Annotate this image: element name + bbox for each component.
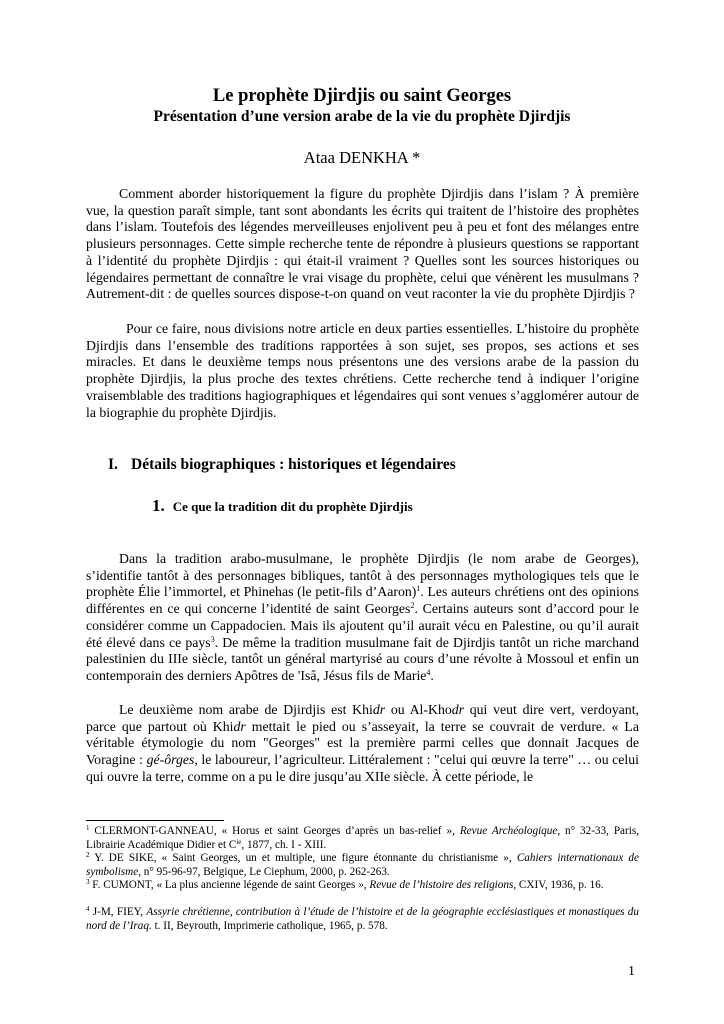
body-paragraph-1 bbox=[86, 551, 639, 685]
footnote-3 bbox=[86, 879, 639, 893]
footnote-ref-4[interactable]: 4 bbox=[426, 667, 431, 677]
footnote-marker: 4 bbox=[86, 905, 90, 913]
footnote-ref-1[interactable]: 1 bbox=[416, 584, 421, 594]
author-name: Ataa DENKHA * bbox=[303, 148, 421, 167]
subsection-title: Ce que la tradition dit du prophète Djirdjis bbox=[172, 499, 413, 514]
text-run: n° 95-96-97, Belgique, Le Ciephum, 2000, p. 262-263. bbox=[141, 865, 390, 878]
footnote-2 bbox=[86, 852, 639, 879]
section-title: Détails biographiques : historiques et légendaires bbox=[131, 456, 456, 473]
footnote-ref-3[interactable]: 3 bbox=[210, 634, 215, 644]
article-title: Le prophète Djirdjis ou saint Georges bbox=[212, 86, 512, 106]
superscript: ie bbox=[236, 837, 242, 846]
intro-paragraph-1: Comment aborder historiquement la figure du prophète Djirdjis dans l’islam ? À première vue, la question paraît simple, tant sont abondants les écrits qui traitent de l’histoire des prophètes dans l’islam. Toutefois des légendes merveilleuses enjolivent peu à peu et font des mélanges entre plusieurs personnages. Cette simple recherche tente de répondre à plusieurs questions se rapportant à l’identité du prophète Djirdjis : qui était-il vraiment ? Quelles sont les sources historiques ou légendaires permettant de connaître le vrai visage du prophète, celui que vénèrent les musulmans ? Autrement-dit : de quelles sources dispose-t-on quand on veut raconter la vie du prophète Djirdjis ? bbox=[86, 186, 639, 302]
intro-paragraph-2: Pour ce faire, nous divisions notre article en deux parties essentielles. L’histoire du prophète Djirdjis dans l’ensemble des traditions rapportées à son sujet, ses propos, ses actions et ses miracles. Et dans le deuxième temps nous présentons une des versions arabe de la passion du prophète Djirdjis, la plus proche des textes chrétiens. Cette recherche tend à indiquer l’origine vraisemblable des traditions hagiographiques et légendaires qui sont venues s’agglomérer autour de la biographie du prophète Djirdjis. bbox=[86, 321, 639, 420]
section-number: I. bbox=[108, 456, 118, 473]
text-run-italic: dr bbox=[451, 702, 465, 717]
text-run: Le deuxième nom arabe de Djirdjis est Khi bbox=[119, 702, 373, 717]
section-heading bbox=[108, 456, 456, 474]
footnote-1 bbox=[86, 825, 639, 852]
text-run: , 1877, ch. I - XIII. bbox=[241, 838, 327, 851]
text-run: J-M, FIEY, bbox=[89, 906, 147, 918]
text-run-italic: Cahiers internationaux de symbolisme, bbox=[86, 852, 639, 878]
text-run: , CXIV, 1936, p. 16. bbox=[513, 879, 604, 891]
text-run: mettait le pied ou s’asseyait, la terre se couvrait de verdure. « La véritable étymologie du nom "Georges" est la première parmi celles que donnait Jacques de Voragine : bbox=[86, 718, 639, 768]
footnote-4 bbox=[86, 906, 639, 933]
text-run: Y. DE SIKE, « Saint Georges, un et multiple, une figure étonnante du christianisme », bbox=[89, 852, 517, 864]
subsection-heading bbox=[152, 496, 413, 516]
text-run: t. II, Beyrouth, Imprimerie catholique, 1965, p. 578. bbox=[151, 919, 388, 932]
footnote-marker: 2 bbox=[86, 851, 90, 859]
text-run: qui veut dire vert, verdoyant, parce que partout où Khi bbox=[86, 702, 639, 734]
text-run: Dans la tradition arabo-musulmane, le prophète Djirdjis (le nom arabe de Georges), s’identifie tantôt à des personnages bibliques, tantôt à des personnages mythologiques tels que le prophète Élie l’immortel, et Phinehas (le petit-fils d’Aaron) bbox=[86, 551, 639, 600]
text-run: . Les auteurs chrétiens ont des opinions différentes en ce qui concerne l’identité de saint Georges bbox=[86, 584, 639, 617]
text-run-italic: gé-ôrges, bbox=[146, 752, 198, 768]
text-run-italic: dr bbox=[372, 702, 386, 717]
text-run: F. CUMONT, « La plus ancienne légende de saint Georges bbox=[89, 879, 359, 891]
page-number: 1 bbox=[628, 964, 635, 979]
footnote-separator bbox=[86, 820, 224, 821]
text-run-italic: Revue Archéologique, bbox=[459, 825, 561, 837]
text-run: . bbox=[430, 667, 434, 683]
footnote-marker: 3 bbox=[86, 878, 90, 886]
article-subtitle: Présentation d’une version arabe de la vie du prophète Djirdjis bbox=[153, 108, 571, 125]
text-run: ou Al-Kho bbox=[385, 702, 452, 717]
text-run-italic: dr bbox=[233, 718, 246, 734]
text-run-italic: Assyrie chrétienne, contribution à l’étude de l’histoire et de la géographie ecclésiastiques et monastiques du nord de l’Iraq. bbox=[86, 906, 639, 932]
text-run: . Certains auteurs sont d’accord pour le considérer comme un Cappadocien. Mais ils ajoutent qu’il aurait vécu en Palestine, ou qu’il aurait été élevé dans ce pays bbox=[86, 601, 640, 650]
text-run-italic: », Revue de l’histoire des religions bbox=[358, 879, 514, 891]
text-run: CLERMONT-GANNEAU, « Horus et saint Georges d’après un bas-relief », bbox=[89, 825, 460, 837]
footnote-marker: 1 bbox=[86, 824, 90, 832]
subsection-number: 1. bbox=[152, 496, 165, 515]
body-paragraph-2 bbox=[86, 702, 639, 786]
text-run: le laboureur, l’agriculteur. Littéralement : "celui qui œuvre la terre" … ou celui qui ouvre la terre, comme on a pu le dire jusqu’au XIIe siècle. À cette période, le bbox=[86, 752, 639, 784]
footnote-ref-2[interactable]: 2 bbox=[410, 601, 415, 611]
text-run: n° 32-33, Paris, Librairie Académique Didier et C bbox=[86, 825, 639, 851]
text-run: . De même la tradition musulmane fait de Djirdjis tantôt un riche marchand palestinien du IIIe siècle, tantôt un général martyrisé au cours d’une révolte à Mossoul et enfin un contemporain des derniers Apôtres de 'Isâ, Jésus fils de Marie bbox=[86, 634, 639, 683]
